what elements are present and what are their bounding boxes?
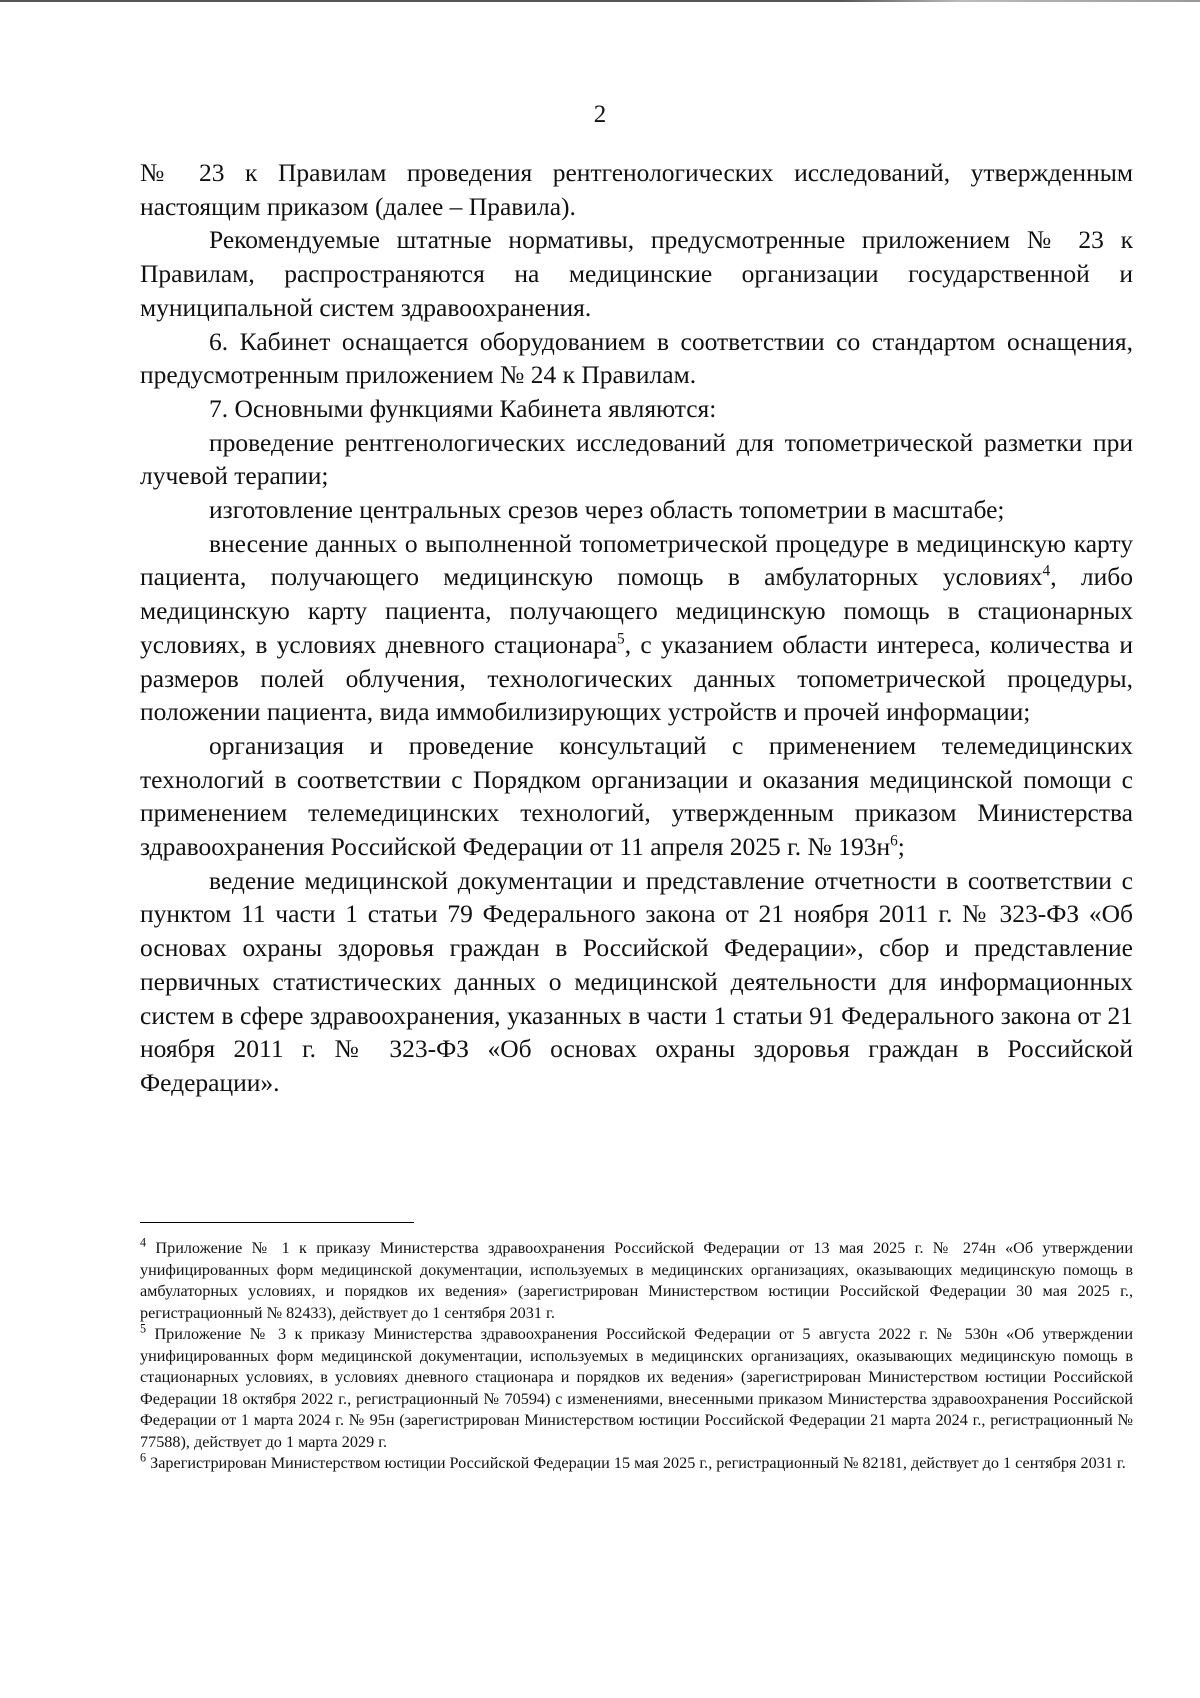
- footnote-number: 4: [140, 1235, 147, 1250]
- paragraph-text: организация и проведение консультаций с применением телемедицинских технологий в соответствии с Порядком организации и оказания медицинской помощи с применением телемедицинских технологий, утвержденным приказом Министерства здравоохранения Российской Федерации от 11 апреля 2025 г. № 193н: [140, 730, 1133, 862]
- paragraph-text: внесение данных о выполненной топометрической процедуре в медицинскую карту пациента, получающего медицинскую помощь в амбулаторных условиях: [140, 528, 1133, 592]
- footnote-text: Приложение № 1 к приказу Министерства здравоохранения Российской Федерации от 13 мая 2025 г. № 274н «Об утверждении унифицированных форм медицинской документации, используемых в медицинских организациях, оказывающих медицинскую помощь в амбулаторных условиях, и порядков их ведения» (зарегистрирован Министерством юстиции Российской Федерации 30 мая 2025 г., регистрационный № 82433), действует до 1 сентября 2031 г.: [140, 1239, 1134, 1322]
- footnote-number: 5: [140, 1321, 147, 1336]
- paragraph: ведение медицинской документации и представление отчетности в соответствии с пунктом 11 части 1 статьи 79 Федерального закона от 21 ноября 2011 г. № 323-ФЗ «Об основах охраны здоровья граждан в Российской Федерации», сбор и представление первичных статистических данных о медицинской деятельности для информационных систем в сфере здравоохранения, указанных в части 1 статьи 91 Федерального закона от 21 ноября 2011 г. № 323-ФЗ «Об основах охраны здоровья граждан в Российской Федерации».: [140, 865, 1133, 1097]
- page-number: 2: [593, 101, 607, 128]
- paragraph-text: ;: [897, 832, 905, 862]
- footnote: [140, 1450, 1133, 1475]
- footnote-ref[interactable]: 6: [890, 832, 898, 850]
- footnote-number: 6: [140, 1450, 147, 1465]
- paragraph: [140, 527, 1133, 729]
- paragraph-text: , либо медицинскую карту пациента, получающего медицинскую помощь в стационарных условиях, в условиях дневного стационара: [140, 562, 1133, 659]
- paragraph-text: , с указанием области интереса, количества и размеров полей облучения, технологических данных топометрической процедуры, положении пациента, вида иммобилизирующих устройств и прочей информации;: [140, 629, 1134, 727]
- footnotes: [140, 1235, 1134, 1475]
- scan-top-edge: [0, 0, 1200, 2]
- footnote: [140, 1235, 1134, 1324]
- paragraph: № 23 к Правилам проведения рентгенологических исследований, утвержденным настоящим приказом (далее – Правила).: [140, 158, 1133, 221]
- paragraph: 6. Кабинет оснащается оборудованием в соответствии со стандартом оснащения, предусмотренным приложением № 24 к Правилам.: [140, 326, 1133, 390]
- paragraph: проведение рентгенологических исследований для топометрической разметки при лучевой терапии;: [140, 427, 1133, 491]
- paragraph: 7. Основными функциями Кабинета являются:: [209, 393, 717, 423]
- footnote-ref[interactable]: 4: [1042, 562, 1051, 580]
- paragraph: изготовление центральных срезов через область топометрии в масштабе;: [209, 495, 1005, 525]
- paragraph: Рекомендуемые штатные нормативы, предусмотренные приложением № 23 к Правилам, распространяются на медицинские организации государственной и муниципальной систем здравоохранения.: [140, 225, 1133, 322]
- footnote-text: Зарегистрирован Министерством юстиции Российской Федерации 15 мая 2025 г., регистрационный № 82181, действует до 1 сентября 2031 г.: [150, 1454, 1126, 1472]
- footnote: [140, 1321, 1134, 1453]
- footnote-text: Приложение № 3 к приказу Министерства здравоохранения Российской Федерации от 5 августа 2022 г. № 530н «Об утверждении унифицированных форм медицинской документации, используемых в медицинских организациях, оказывающих медицинскую помощь в стационарных условиях, в условиях дневного стационара и порядков их ведения» (зарегистрирован Министерством юстиции Российской Федерации 18 октября 2022 г., регистрационный № 70594) с изменениями, внесенными приказом Министерства здравоохранения Российской Федерации от 1 марта 2024 г. № 95н (зарегистрирован Министерством юстиции Российской Федерации 21 марта 2024 г., регистрационный № 77588), действует до 1 марта 2029 г.: [140, 1325, 1134, 1451]
- paragraph: [140, 729, 1133, 864]
- footnote-ref[interactable]: 5: [617, 630, 625, 648]
- document-body: [140, 156, 1133, 1100]
- footnote-separator: [140, 1222, 414, 1223]
